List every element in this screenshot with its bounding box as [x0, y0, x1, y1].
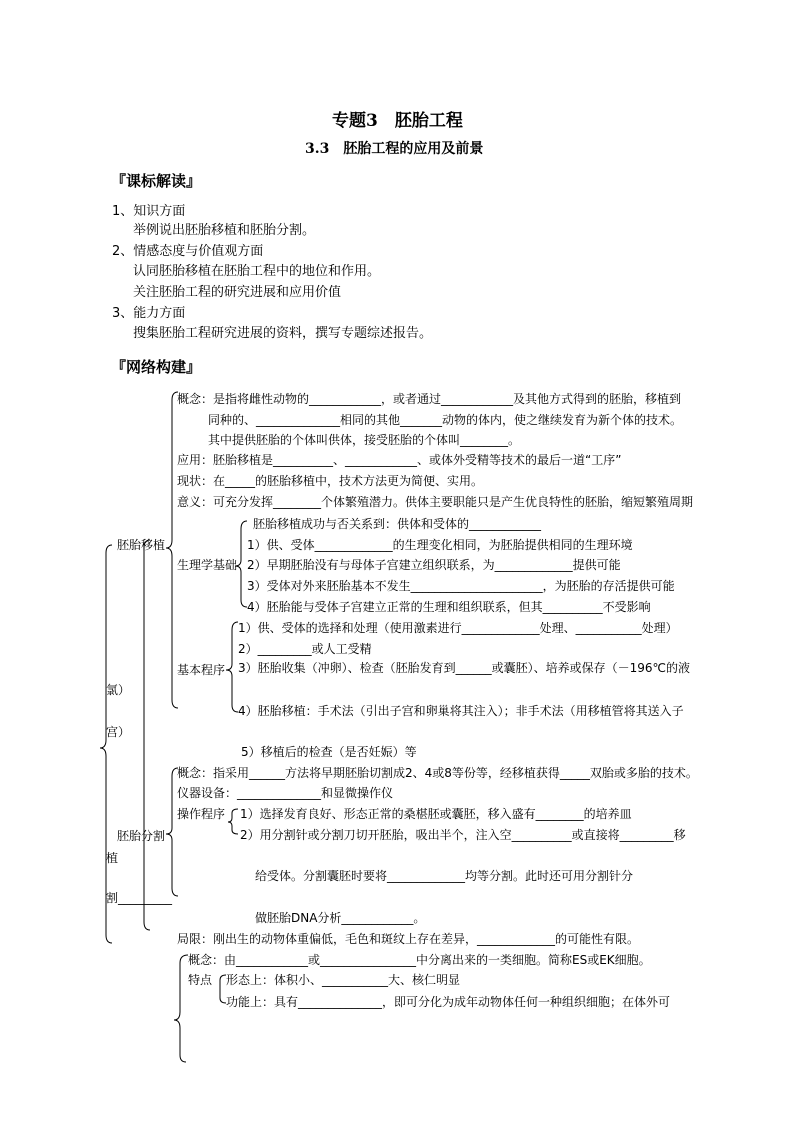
procedure-item: 2）_________或人工受精: [238, 642, 372, 656]
split-label-fragment: 植: [106, 851, 119, 865]
transfer-concept: 同种的、______________相同的其他_______动物的体内，使之继续发育为新个体的技术。: [208, 413, 683, 427]
split-label-fragment: 割_________: [106, 891, 173, 905]
physio-item: 3）受体对外来胚胎基本不发生______________________，为胚胎的存活提供可能: [247, 579, 675, 593]
procedure-item: 5）移植后的检查（是否妊娠）等: [241, 745, 417, 759]
root-fragment: 宫）: [106, 725, 131, 739]
stem-brace: [174, 955, 188, 1062]
transfer-concept: 概念：是指将雌性动物的____________，或者通过____________及其他方式得到的胚胎，移植到: [177, 392, 682, 406]
network-heading: 『网络构建』: [111, 358, 202, 376]
split-procedure-label: 操作程序: [177, 807, 226, 821]
split-concept: 概念：指采用______方法将早期胚胎切割成2、4或8等份等，经移植获得_____双胎或多胎的技术。: [177, 766, 698, 780]
split-procedure-item: 做胚胎DNA分析____________。: [255, 911, 426, 925]
physio-item: 1）供、受体_____________的生理变化相同，为胚胎提供相同的生理环境: [247, 538, 633, 552]
transfer-status: 现状：在_____的胚胎移植中，技术方法更为简便、实用。: [177, 474, 484, 488]
transfer-significance: 意义：可充分发挥________个体繁殖潜力。供体主要职能只是产生优良特性的胚胎，缩短繁殖周期: [177, 495, 694, 509]
standards-line: 搜集胚胎工程研究进展的资料，撰写专题综述报告。: [133, 326, 433, 341]
procedure-item: 3）胚胎收集（冲卵）、检查（胚胎发育到______或囊胚）、培养或保存（－196℃的液: [238, 661, 691, 675]
transfer-application: 应用：胚胎移植是__________、____________、或体外受精等技术的最后一道“工序”: [177, 453, 622, 467]
physio-item: 胚胎移植成功与否关系到：供体和受体的____________: [253, 517, 542, 531]
split-procedure-item: 给受体。分割囊胚时要将_____________均等分割。此时还可用分割针分: [255, 869, 634, 883]
standards-line: 认同胚胎移植在胚胎工程中的地位和作用。: [133, 264, 381, 279]
standards-line: 举例说出胚胎移植和胚胎分割。: [133, 223, 316, 238]
split-procedure-brace: [228, 809, 238, 834]
split-procedure-item: 2）用分割针或分割刀切开胚胎，吸出半个，注入空__________或直接将_________移: [240, 828, 686, 842]
procedure-item: 1）供、受体的选择和处理（使用激素进行_____________处理、___________处理）: [238, 621, 678, 635]
page-subtitle: 3.3 胚胎工程的应用及前景: [305, 141, 484, 157]
transfer-concept: 其中提供胚胎的个体叫供体，接受胚胎的个体叫________。: [208, 433, 521, 447]
split-limitation: 局限：刚出生的动物体重偏低，毛色和斑纹上存在差异，_____________的可能性有限。: [177, 932, 640, 946]
standards-heading: 『课标解读』: [111, 172, 202, 190]
standards-line: 关注胚胎工程的研究进展和应用价值: [133, 285, 342, 300]
root-fragment: 氯）: [106, 683, 131, 697]
root-brace: [144, 540, 150, 930]
stem-morphology: 形态上：体积小、___________大、核仁明显: [226, 973, 461, 987]
standards-line: 3、能力方面: [112, 306, 186, 321]
transfer-label: 胚胎移植: [117, 538, 166, 552]
procedure-item: 4）胚胎移植：手术法（引出子宫和卵巢将其注入）；非手术法（用移植管将其送入子: [238, 704, 684, 718]
split-label: 胚胎分割: [117, 829, 166, 843]
stem-concept: 概念：由____________或________________中分离出来的一类细胞。简称ES或EK细胞。: [188, 953, 651, 967]
outer-brace: [100, 545, 112, 943]
stem-feature-label: 特点: [188, 973, 213, 987]
split-procedure-item: 1）选择发育良好、形态正常的桑椹胚或囊胚，移入盛有________的培养皿: [240, 807, 632, 821]
page-title: 专题3 胚胎工程: [332, 111, 463, 131]
physio-label: 生理学基础: [177, 558, 238, 572]
procedure-label: 基本程序: [177, 663, 226, 677]
standards-line: 1、知识方面: [112, 204, 186, 219]
physio-item: 4）胚胎能与受体子宫建立正常的生理和组织联系，但其__________不受影响: [247, 600, 651, 614]
transfer-brace: [166, 392, 178, 708]
physio-item: 2）早期胚胎没有与母体子宫建立组织联系，为_____________提供可能: [247, 558, 621, 572]
stem-function: 功能上：具有______________，即可分化为成年动物体任何一种组织细胞；在体外可: [226, 995, 671, 1009]
procedure-brace: [226, 622, 238, 712]
standards-line: 2、情感态度与价值观方面: [112, 244, 264, 259]
split-equipment: 仪器设备：______________和显微操作仪: [177, 786, 394, 800]
